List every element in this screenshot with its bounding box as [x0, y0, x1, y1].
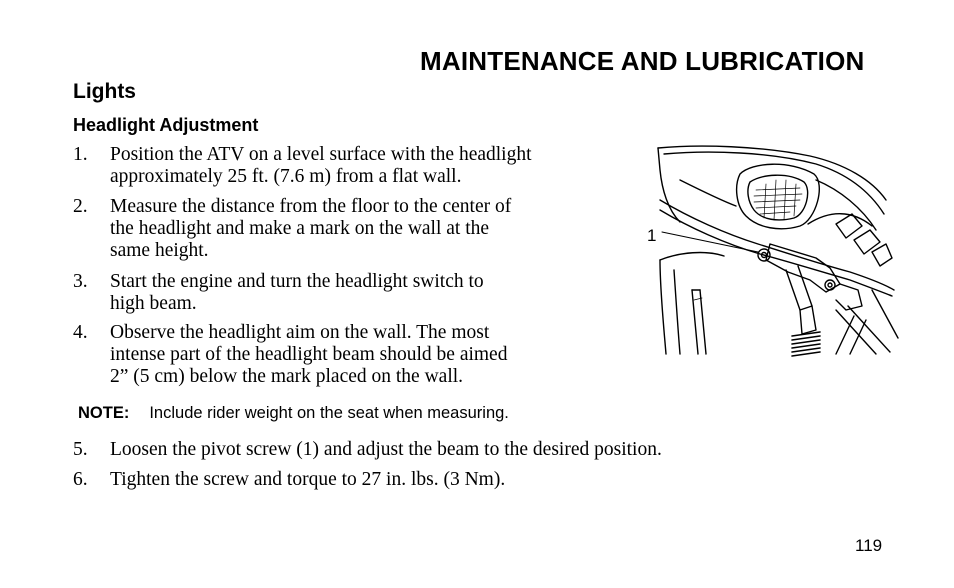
note-text: Include rider weight on the seat when measuring.	[149, 404, 509, 422]
step-line: Position the ATV on a level surface with the headlight	[110, 144, 532, 165]
headlight-assembly-illustration	[640, 140, 904, 360]
page-number: 119	[855, 536, 883, 555]
step-line: Start the engine and turn the headlight switch to	[110, 271, 484, 292]
step-text	[110, 271, 484, 315]
step-line: Observe the headlight aim on the wall. The most	[110, 322, 490, 343]
step-line: Measure the distance from the floor to the center of	[110, 196, 512, 217]
step-text	[110, 439, 662, 461]
step-line: intense part of the headlight beam should be aimed	[110, 344, 508, 365]
step-line: 2” (5 cm) below the mark placed on the wall.	[110, 366, 464, 387]
step-line: the headlight and make a mark on the wall at the	[110, 218, 490, 239]
chapter-title: MAINTENANCE AND LUBRICATION	[420, 46, 865, 76]
step-number: 3.	[73, 271, 88, 292]
note	[78, 404, 509, 423]
step-line: high beam.	[110, 293, 197, 314]
step-text	[110, 144, 532, 188]
step-line: approximately 25 ft. (7.6 m) from a flat wall.	[110, 166, 462, 187]
step-number: 2.	[73, 196, 88, 217]
step-line: Loosen the pivot screw (1) and adjust the beam to the desired position.	[110, 439, 662, 460]
subsection-title: Headlight Adjustment	[73, 115, 259, 135]
step-text	[110, 469, 505, 491]
figure-callout-label: 1	[647, 226, 657, 245]
step-number: 6.	[73, 469, 88, 490]
section-title: Lights	[73, 80, 136, 103]
step-number: 1.	[73, 144, 88, 165]
step-line: Tighten the screw and torque to 27 in. lbs. (3 Nm).	[110, 469, 506, 490]
step-number: 5.	[73, 439, 88, 460]
step-line: same height.	[110, 240, 209, 261]
step-number: 4.	[73, 322, 88, 343]
note-label: NOTE:	[78, 404, 130, 422]
step-text	[110, 196, 511, 262]
step-text	[110, 322, 507, 388]
